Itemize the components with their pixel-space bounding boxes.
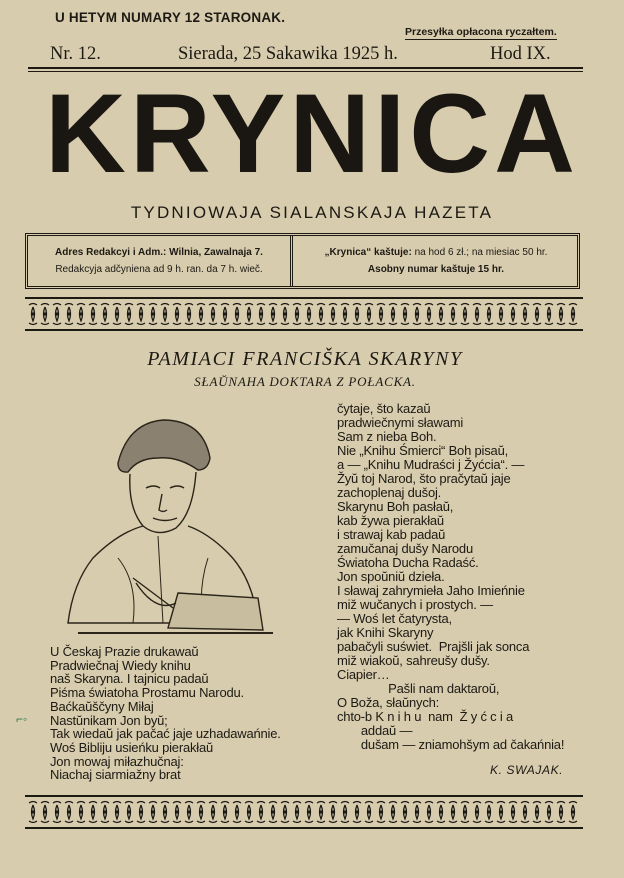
poem-line: U Českaj Prazie drukawaŭ [50,644,199,659]
poem-line: miž wiakoŭ, sahreušy dušy. [337,653,490,668]
poem-line: pradwiečnymi sławami [337,415,464,430]
poem-line: kab žywa pierakłaŭ [337,513,444,528]
poem-line: Światoha Ducha Radaść. [337,555,479,570]
author-signature: K. SWAJAK. [490,763,564,777]
issue-year: Hod IX. [490,44,551,64]
poem-line: miž wučanych i prostych. — [337,597,493,612]
info-box [25,233,580,289]
poem-line: zachoplenaj dušoj. [337,485,442,500]
ornament-border-bottom [25,795,583,829]
poem-line: Nastŭnikam Jon byŭ; [50,712,168,728]
poem-line: chto-b K n i h u nam Ž y ć c i a [337,709,513,724]
single-issue-price: Asobny numar kaštuje 15 hr. [367,264,505,275]
poem-line: Woś Bibliju usieńku pierakłaŭ [50,739,214,755]
price-label: „Krynica“ kaštuje: [324,247,412,258]
address-cell [28,236,290,286]
address: Adres Redakcyi i Adm.: Wilnia, Zawalnaja 7. [55,247,263,258]
postage-note: Przesyłka opłacona ryczałtem. [405,26,557,38]
poem-line: naš Skaryna. I tajnicu padaŭ [50,671,209,687]
poem-line: Skarynu Boh pasłaŭ, [337,499,454,514]
poem-line: i strawaj kab padaŭ [337,527,446,542]
poem-right-column [337,402,564,752]
poem-line: zamučanaj dušy Narodu [337,541,473,556]
poem-line: Niachaj siarmiažny brat [50,767,181,783]
poem-line: Pradwiečnaj Wiedy knihu [50,657,191,673]
poem-line: Tak wiedaŭ jak pačać jaje uzhadawańnie. [50,726,281,742]
poem-line: — Woś let čatyrysta, [337,611,452,626]
office-hours: Redakcyja adčyniena ad 9 h. ran. da 7 h. wieč. [55,264,263,275]
poem-line: addaŭ — [337,723,413,738]
poem-line: Jon mowaj miłazhučnaj: [50,753,184,769]
poem-line: Jon spoŭniŭ dzieła. [337,569,445,584]
poem-line: Sam z nieba Boh. [337,429,437,444]
skaryna-portrait [58,408,278,641]
margin-mark: ⌐◦ [16,712,28,726]
header-rule [28,67,583,69]
poem-line: Baćkaŭščyny Miłaj [50,698,154,714]
poem-line: dušam — zniamohšym ad čakańnia! [337,737,565,752]
price-value: na hod 6 zł.; na miesiac 50 hr. [411,247,548,258]
poem-line: Nie „Knihu Śmierci“ Boh pisaŭ, [337,443,509,458]
poem-line: a — „Knihu Mudraści j Žyćcia“. — [337,457,525,472]
masthead-subtitle: TYDNIOWAJA SIALANSKAJA HAZETA [130,203,494,222]
poem-left-column [50,645,281,782]
poem-line: jak Knihi Skaryny [337,625,434,640]
poem-line: Piśma światoha Prostamu Narodu. [50,685,244,701]
ornament-border-top [25,297,583,331]
poem-line: Žyŭ toj Narod, što pračytaŭ jaje [337,471,511,486]
poem-line: pabačyli suświet. Prajšli jak sonca [337,639,530,654]
price-cell [296,236,576,286]
poem-line: I sławaj zahrymieła Jaho Imieńnie [337,583,525,598]
issue-number: Nr. 12. [50,44,101,64]
poem-line: O Boža, słaŭnych: [337,695,440,710]
masthead: KRYNICA [44,71,580,196]
poem-line: Ciapier… [337,667,390,682]
poem-line: Pašli nam daktaroŭ, [337,681,500,696]
subscription-price [325,247,548,258]
pages-note: U HETYM NUMARY 12 STARONAK. [55,10,286,25]
article-title: PAMIACI FRANCIŠKA SKARYNY [147,348,463,370]
issue-date: Sierada, 25 Sakawika 1925 h. [178,44,398,64]
article-subtitle: SŁAŬNAHA DOKTARA Z POŁACKA. [194,374,416,389]
poem-line: čytaje, što kazaŭ [337,401,431,416]
